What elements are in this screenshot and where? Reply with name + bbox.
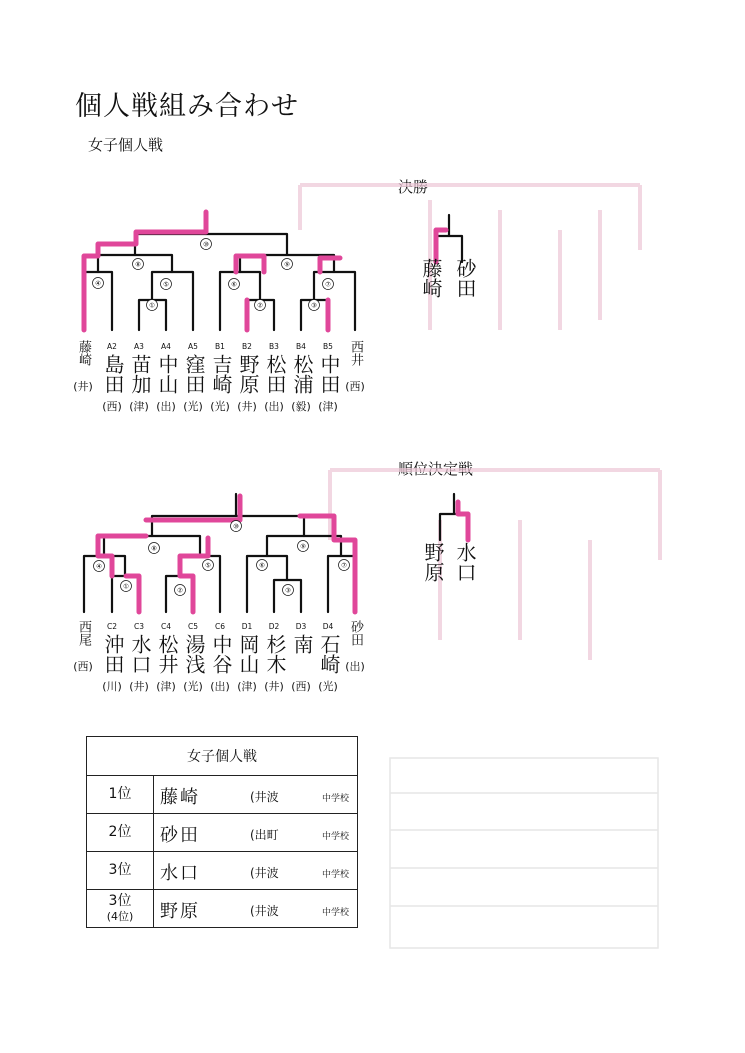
player-name: 中谷 <box>209 634 233 674</box>
round-number: ⑧ <box>135 260 141 269</box>
winner-school: (井波 <box>250 904 279 918</box>
player-school: (西) <box>73 660 93 673</box>
round-number: ⑦ <box>341 561 347 570</box>
player-name: 吉崎 <box>209 354 233 394</box>
player-name: 西井 <box>348 340 363 366</box>
player-name: 石崎 <box>317 634 341 674</box>
match-line <box>179 556 220 612</box>
player-name: 南 <box>290 634 314 654</box>
round-number: ③ <box>285 586 291 595</box>
rank-cell <box>87 852 154 890</box>
name-cell <box>154 776 358 814</box>
school-suffix: 中学校 <box>321 794 349 804</box>
table-row <box>87 776 358 814</box>
winner-name: 水口 <box>160 863 200 884</box>
player-code: D2 <box>268 622 280 631</box>
player-name: 野原 <box>236 354 260 394</box>
round-number: ⑨ <box>284 260 290 269</box>
player-school: (津) <box>318 400 338 413</box>
player-school: (出) <box>156 400 176 413</box>
player-school: (井) <box>73 380 93 393</box>
player-school: (川) <box>102 680 122 693</box>
player-school: (西) <box>345 380 365 393</box>
winner-name: 砂田 <box>160 825 200 846</box>
round-number: ② <box>257 301 263 310</box>
round-number: ⑨ <box>300 542 306 551</box>
winner-name: 藤崎 <box>160 787 200 808</box>
table-row <box>87 852 358 890</box>
school-suffix: 中学校 <box>321 870 349 880</box>
table-row <box>87 890 358 928</box>
round-number: ③ <box>311 301 317 310</box>
player-code: D1 <box>241 622 253 631</box>
rank-cell <box>87 890 154 928</box>
rank-label: 2位 <box>108 824 132 840</box>
player-code: B4 <box>296 342 306 351</box>
round-number: ⑥ <box>231 280 237 289</box>
player-name: 杉木 <box>263 634 287 674</box>
player-name: 中山 <box>155 354 179 394</box>
player-school: (光) <box>183 400 203 413</box>
round-number: ⑩ <box>233 522 239 531</box>
winner-name: 野原 <box>160 901 200 922</box>
final-player-left: 藤崎 <box>419 258 443 298</box>
winner-path <box>320 258 340 330</box>
player-name: 砂田 <box>348 620 363 646</box>
table-row <box>87 814 358 852</box>
name-cell <box>154 852 358 890</box>
winner-school: (出町 <box>250 828 279 842</box>
round-number: ① <box>123 582 129 591</box>
player-code: C4 <box>160 622 171 631</box>
player-school: (西) <box>102 400 122 413</box>
rank-label: 1位 <box>108 786 132 802</box>
player-name: 松井 <box>155 634 179 674</box>
round-number: ⑤ <box>205 561 211 570</box>
player-school: (毅) <box>291 400 311 413</box>
player-code: C3 <box>133 622 144 631</box>
player-school: (井) <box>129 680 149 693</box>
page-subtitle: 女子個人戦 <box>88 136 164 154</box>
player-school: (出) <box>264 400 284 413</box>
player-name: 苗加 <box>128 354 152 394</box>
player-code: D3 <box>295 622 307 631</box>
rank-label: 3位 <box>108 862 132 878</box>
round-number: ④ <box>95 279 101 288</box>
results-table <box>86 736 358 928</box>
round-number: ① <box>149 301 155 310</box>
player-name: 窪田 <box>182 354 206 394</box>
name-cell <box>154 890 358 928</box>
winner-path <box>458 502 468 540</box>
round-number: ⑥ <box>259 561 265 570</box>
page-title: 個人戦組み合わせ <box>75 91 299 122</box>
round-number: ⑩ <box>203 240 209 249</box>
player-name: 松田 <box>263 354 287 394</box>
round-number: ② <box>177 586 183 595</box>
player-name: 松浦 <box>290 354 314 394</box>
name-cell <box>154 814 358 852</box>
match-line <box>440 494 468 540</box>
round-number: ④ <box>96 562 102 571</box>
results-header: 女子個人戦 <box>87 737 358 776</box>
player-school: (井) <box>237 400 257 413</box>
player-code: B2 <box>242 342 252 351</box>
player-name: 中田 <box>317 354 341 394</box>
match-line <box>436 215 462 262</box>
winner-path <box>98 536 146 612</box>
player-name: 島田 <box>101 354 125 394</box>
player-school: (出) <box>345 660 365 673</box>
round-number: ⑤ <box>163 280 169 289</box>
player-school: (津) <box>156 680 176 693</box>
player-school: (西) <box>291 680 311 693</box>
player-name: 西尾 <box>76 620 91 646</box>
school-suffix: 中学校 <box>321 908 349 918</box>
player-name: 藤崎 <box>76 340 91 366</box>
rank-player-right: 水口 <box>453 542 477 582</box>
player-code: B5 <box>323 342 333 351</box>
player-code: C6 <box>214 622 225 631</box>
final-heading: 決勝 <box>398 178 429 196</box>
player-name: 沖田 <box>101 634 125 674</box>
round-number: ⑦ <box>325 280 331 289</box>
final-player-right: 砂田 <box>453 258 477 298</box>
player-name: 湯浅 <box>182 634 206 674</box>
player-school: (光) <box>318 680 338 693</box>
winner-path <box>146 496 240 612</box>
player-name: 水口 <box>128 634 152 674</box>
ranking-heading: 順位決定戦 <box>398 460 474 478</box>
rank-label: 3位 <box>108 892 132 909</box>
winner-school: (井波 <box>250 790 279 804</box>
player-school: (井) <box>264 680 284 693</box>
player-school: (津) <box>129 400 149 413</box>
rank-player-left: 野原 <box>421 542 445 582</box>
rank-cell <box>87 776 154 814</box>
player-school: (津) <box>237 680 257 693</box>
player-code: A3 <box>134 342 144 351</box>
round-number: ⑧ <box>151 544 157 553</box>
winner-school: (井波 <box>250 866 279 880</box>
player-code: C5 <box>187 622 198 631</box>
player-code: C2 <box>106 622 117 631</box>
player-code: B3 <box>269 342 279 351</box>
player-school: (光) <box>183 680 203 693</box>
player-name: 岡山 <box>236 634 260 674</box>
rank-sub-label: (4位) <box>106 909 134 923</box>
player-school: (出) <box>210 680 230 693</box>
player-code: A5 <box>188 342 198 351</box>
player-school: (光) <box>210 400 230 413</box>
player-code: D4 <box>322 622 334 631</box>
player-code: A4 <box>161 342 171 351</box>
player-code: B1 <box>215 342 225 351</box>
school-suffix: 中学校 <box>321 832 349 842</box>
rank-cell <box>87 814 154 852</box>
player-code: A2 <box>107 342 117 351</box>
